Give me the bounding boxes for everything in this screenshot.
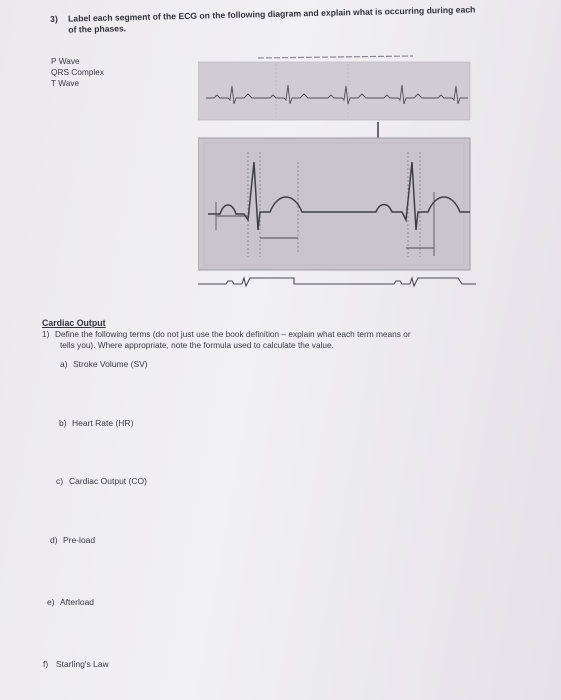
item-text: Heart Rate (HR) (72, 418, 134, 428)
label-p-wave: P Wave (51, 56, 80, 66)
strip-top-ruler (258, 56, 413, 58)
item-letter: f) (43, 659, 49, 669)
ecg-panel-zoomed (198, 138, 470, 270)
ecg-diagram (198, 52, 484, 292)
question-1 (42, 329, 542, 351)
question-1-number: 1) (42, 329, 50, 339)
question-3-number: 3) (50, 13, 58, 24)
item-letter: b) (59, 418, 67, 428)
item-afterload (47, 597, 94, 607)
item-letter: e) (47, 597, 55, 607)
ecg-trace-bottom (198, 278, 476, 286)
item-stroke-volume (60, 359, 148, 369)
wave-label-list (51, 56, 104, 89)
item-starlings-law (43, 659, 109, 669)
item-text: Cardiac Output (CO) (69, 476, 147, 486)
question-3 (50, 3, 540, 36)
item-letter: c) (56, 476, 64, 486)
question-3-text-line2: of the phases. (68, 23, 127, 35)
item-letter: d) (50, 535, 58, 545)
question-1-text-line2: tells you). Where appropriate, note the formula used to calculate the value. (60, 340, 334, 350)
label-qrs-complex: QRS Complex (51, 67, 105, 77)
ecg-diagram-svg (198, 52, 484, 292)
ecg-strip-top (198, 62, 470, 120)
question-1-text-line1: Define the following terms (do not just use the book definition – explain what each term means or (55, 329, 411, 339)
item-pre-load (50, 535, 95, 545)
item-text: Pre-load (63, 535, 96, 545)
label-t-wave: T Wave (51, 78, 80, 88)
item-letter: a) (60, 359, 68, 369)
question-3-text-line1: Label each segment of the ECG on the following diagram and explain what is occurring during each (67, 4, 476, 24)
item-text: Afterload (60, 597, 95, 607)
item-heart-rate (59, 418, 133, 428)
cardiac-output-section (42, 318, 542, 351)
item-text: Starling's Law (56, 659, 109, 669)
item-cardiac-output (56, 476, 147, 486)
item-text: Stroke Volume (SV) (73, 359, 148, 369)
section-title: Cardiac Output (42, 318, 106, 328)
